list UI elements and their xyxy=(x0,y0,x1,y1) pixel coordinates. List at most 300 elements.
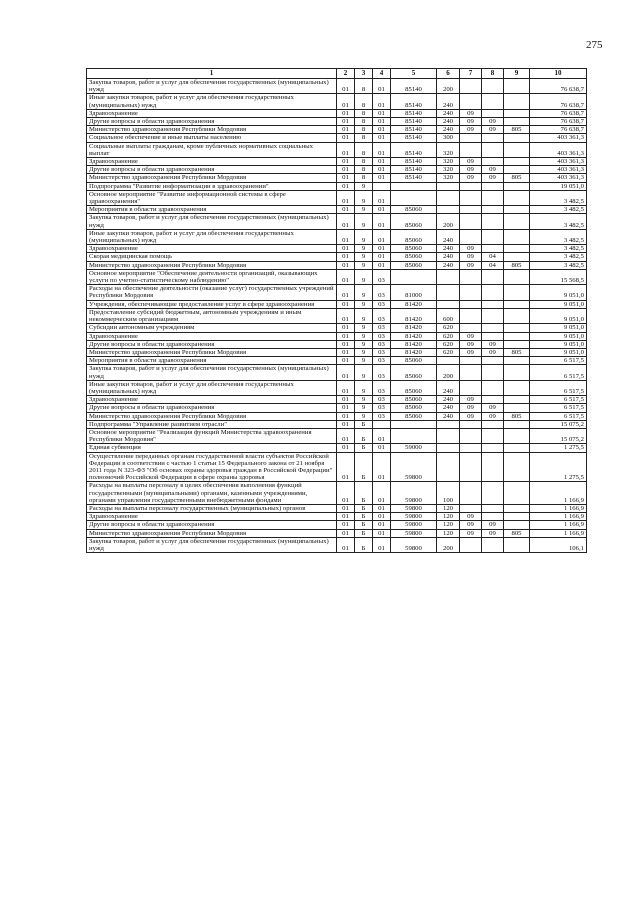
department-cell xyxy=(504,158,530,166)
table-row xyxy=(87,324,587,332)
activity-cell: 01 xyxy=(373,482,391,505)
section-cell xyxy=(460,214,482,229)
program-cell: 01 xyxy=(337,182,355,190)
department-cell xyxy=(504,521,530,529)
table-row xyxy=(87,206,587,214)
budget-table xyxy=(86,68,587,553)
amount-cell: 3 482,5 xyxy=(530,253,587,261)
amount-cell: 9 051,0 xyxy=(530,324,587,332)
table-row xyxy=(87,118,587,126)
activity-cell: 01 xyxy=(373,166,391,174)
expense-type-cell: 200 xyxy=(437,365,460,380)
table-row xyxy=(87,253,587,261)
expense-type-cell: 600 xyxy=(437,308,460,323)
table-row xyxy=(87,269,587,284)
activity-cell: 03 xyxy=(373,300,391,308)
program-cell: 01 xyxy=(337,504,355,512)
expense-type-cell: 300 xyxy=(437,134,460,142)
subprogram-cell: Б xyxy=(355,521,373,529)
target-cell: 85140 xyxy=(391,79,437,94)
subprogram-cell: 8 xyxy=(355,118,373,126)
table-row xyxy=(87,340,587,348)
section-cell: 09 xyxy=(460,404,482,412)
section-cell xyxy=(460,444,482,452)
amount-cell: 6 517,5 xyxy=(530,412,587,420)
activity-cell: 03 xyxy=(373,412,391,420)
section-cell xyxy=(460,420,482,428)
activity-cell: 01 xyxy=(373,261,391,269)
target-cell: 81420 xyxy=(391,308,437,323)
expense-type-cell: 240 xyxy=(437,94,460,109)
description-cell: Единая субвенция xyxy=(87,444,337,452)
section-cell xyxy=(460,452,482,482)
department-cell: 805 xyxy=(504,261,530,269)
expense-type-cell: 120 xyxy=(437,513,460,521)
target-cell: 85140 xyxy=(391,166,437,174)
header-row xyxy=(87,69,587,79)
subsection-cell xyxy=(482,365,504,380)
department-cell xyxy=(504,182,530,190)
target-cell: 85060 xyxy=(391,412,437,420)
expense-type-cell: 240 xyxy=(437,126,460,134)
activity-cell: 03 xyxy=(373,269,391,284)
section-cell xyxy=(460,206,482,214)
activity-cell: 03 xyxy=(373,332,391,340)
section-cell xyxy=(460,428,482,443)
description-cell: Другие вопросы в области здравоохранения xyxy=(87,404,337,412)
amount-cell: 9 051,0 xyxy=(530,340,587,348)
amount-cell: 1 166,9 xyxy=(530,529,587,537)
subprogram-cell: 9 xyxy=(355,245,373,253)
target-cell: 85060 xyxy=(391,206,437,214)
activity-cell: 01 xyxy=(373,214,391,229)
subsection-cell xyxy=(482,420,504,428)
description-cell: Мероприятия в области здравоохранения xyxy=(87,206,337,214)
section-cell xyxy=(460,269,482,284)
subsection-cell: 09 xyxy=(482,174,504,182)
activity-cell: 01 xyxy=(373,126,391,134)
subsection-cell xyxy=(482,182,504,190)
department-cell xyxy=(504,340,530,348)
expense-type-cell xyxy=(437,206,460,214)
expense-type-cell: 200 xyxy=(437,537,460,552)
activity-cell: 03 xyxy=(373,365,391,380)
table-row xyxy=(87,166,587,174)
subprogram-cell: 9 xyxy=(355,404,373,412)
subprogram-cell: 9 xyxy=(355,229,373,244)
subsection-cell: 04 xyxy=(482,261,504,269)
table-row xyxy=(87,420,587,428)
subsection-cell: 09 xyxy=(482,118,504,126)
col-header: 3 xyxy=(355,69,373,79)
expense-type-cell: 320 xyxy=(437,174,460,182)
section-cell xyxy=(460,504,482,512)
table-row xyxy=(87,504,587,512)
description-cell: Министерство здравоохранения Республики Мордовия xyxy=(87,412,337,420)
department-cell xyxy=(504,396,530,404)
table-row xyxy=(87,380,587,395)
amount-cell: 403 361,3 xyxy=(530,142,587,157)
target-cell: 81420 xyxy=(391,324,437,332)
amount-cell: 6 517,5 xyxy=(530,365,587,380)
amount-cell: 1 166,9 xyxy=(530,521,587,529)
amount-cell: 403 361,3 xyxy=(530,174,587,182)
department-cell: 805 xyxy=(504,412,530,420)
subprogram-cell: Б xyxy=(355,537,373,552)
description-cell: Другие вопросы в области здравоохранения xyxy=(87,521,337,529)
amount-cell: 1 166,9 xyxy=(530,513,587,521)
table-row xyxy=(87,182,587,190)
subsection-cell: 09 xyxy=(482,340,504,348)
subprogram-cell: 9 xyxy=(355,412,373,420)
table-row xyxy=(87,94,587,109)
program-cell: 01 xyxy=(337,521,355,529)
description-cell: Подпрограмма "Управление развитием отрасли" xyxy=(87,420,337,428)
table-row xyxy=(87,261,587,269)
subprogram-cell: 8 xyxy=(355,109,373,117)
activity-cell: 01 xyxy=(373,79,391,94)
amount-cell: 3 482,5 xyxy=(530,245,587,253)
program-cell: 01 xyxy=(337,529,355,537)
expense-type-cell xyxy=(437,269,460,284)
subprogram-cell: 9 xyxy=(355,269,373,284)
subsection-cell xyxy=(482,158,504,166)
table-row xyxy=(87,404,587,412)
department-cell xyxy=(504,444,530,452)
table-row xyxy=(87,529,587,537)
section-cell xyxy=(460,134,482,142)
program-cell: 01 xyxy=(337,300,355,308)
target-cell: 59800 xyxy=(391,504,437,512)
subsection-cell xyxy=(482,245,504,253)
col-header: 1 xyxy=(87,69,337,79)
section-cell: 09 xyxy=(460,118,482,126)
expense-type-cell: 100 xyxy=(437,482,460,505)
section-cell: 09 xyxy=(460,521,482,529)
program-cell: 01 xyxy=(337,482,355,505)
table-row xyxy=(87,332,587,340)
program-cell: 01 xyxy=(337,428,355,443)
amount-cell: 9 051,0 xyxy=(530,348,587,356)
description-cell: Подпрограмма "Развитие информатизации в здравоохранении" xyxy=(87,182,337,190)
expense-type-cell: 620 xyxy=(437,332,460,340)
target-cell: 85060 xyxy=(391,396,437,404)
expense-type-cell xyxy=(437,452,460,482)
department-cell: 805 xyxy=(504,126,530,134)
activity-cell: 01 xyxy=(373,521,391,529)
activity-cell: 01 xyxy=(373,537,391,552)
subsection-cell xyxy=(482,214,504,229)
department-cell: 805 xyxy=(504,529,530,537)
target-cell: 81420 xyxy=(391,332,437,340)
department-cell xyxy=(504,357,530,365)
activity-cell: 01 xyxy=(373,229,391,244)
col-header: 4 xyxy=(373,69,391,79)
department-cell: 805 xyxy=(504,348,530,356)
section-cell xyxy=(460,190,482,205)
expense-type-cell: 240 xyxy=(437,229,460,244)
section-cell xyxy=(460,182,482,190)
description-cell: Социальные выплаты гражданам, кроме публичных нормативных социальных выплат xyxy=(87,142,337,157)
amount-cell: 76 638,7 xyxy=(530,126,587,134)
target-cell xyxy=(391,182,437,190)
department-cell xyxy=(504,420,530,428)
table-row xyxy=(87,300,587,308)
activity-cell: 03 xyxy=(373,285,391,300)
subsection-cell: 09 xyxy=(482,404,504,412)
target-cell: 85140 xyxy=(391,158,437,166)
subsection-cell xyxy=(482,109,504,117)
expense-type-cell xyxy=(437,190,460,205)
subprogram-cell: Б xyxy=(355,452,373,482)
program-cell: 01 xyxy=(337,537,355,552)
table-row xyxy=(87,513,587,521)
target-cell: 85140 xyxy=(391,94,437,109)
section-cell: 09 xyxy=(460,513,482,521)
subprogram-cell: 9 xyxy=(355,332,373,340)
subsection-cell xyxy=(482,206,504,214)
activity-cell: 01 xyxy=(373,142,391,157)
target-cell: 59800 xyxy=(391,452,437,482)
target-cell: 85140 xyxy=(391,126,437,134)
table-row xyxy=(87,428,587,443)
department-cell xyxy=(504,214,530,229)
section-cell: 09 xyxy=(460,348,482,356)
description-cell: Учреждения, обеспечивающие предоставление услуг в сфере здравоохранения xyxy=(87,300,337,308)
target-cell: 85140 xyxy=(391,118,437,126)
program-cell: 01 xyxy=(337,245,355,253)
subsection-cell: 09 xyxy=(482,126,504,134)
subsection-cell xyxy=(482,229,504,244)
description-cell: Закупка товаров, работ и услуг для обеспечения государственных (муниципальных) нужд xyxy=(87,537,337,552)
program-cell: 01 xyxy=(337,396,355,404)
subprogram-cell: Б xyxy=(355,529,373,537)
department-cell xyxy=(504,482,530,505)
department-cell xyxy=(504,504,530,512)
subprogram-cell: 9 xyxy=(355,285,373,300)
table-row xyxy=(87,482,587,505)
subsection-cell: 04 xyxy=(482,253,504,261)
program-cell: 01 xyxy=(337,324,355,332)
section-cell xyxy=(460,94,482,109)
subsection-cell xyxy=(482,142,504,157)
department-cell xyxy=(504,253,530,261)
expense-type-cell: 320 xyxy=(437,158,460,166)
table-row xyxy=(87,357,587,365)
description-cell: Здравоохранение xyxy=(87,332,337,340)
amount-cell: 15 568,5 xyxy=(530,269,587,284)
description-cell: Основное мероприятие "Развитие информационной системы в сфере здравоохранения" xyxy=(87,190,337,205)
description-cell: Социальное обеспечение и иные выплаты населению xyxy=(87,134,337,142)
table-row xyxy=(87,537,587,552)
target-cell: 59800 xyxy=(391,537,437,552)
table-row xyxy=(87,444,587,452)
activity-cell: 03 xyxy=(373,340,391,348)
subsection-cell: 09 xyxy=(482,348,504,356)
department-cell xyxy=(504,79,530,94)
subprogram-cell: 8 xyxy=(355,142,373,157)
subsection-cell xyxy=(482,79,504,94)
section-cell: 09 xyxy=(460,253,482,261)
amount-cell: 9 051,0 xyxy=(530,332,587,340)
activity-cell: 01 xyxy=(373,206,391,214)
expense-type-cell xyxy=(437,182,460,190)
subprogram-cell: 9 xyxy=(355,308,373,323)
amount-cell: 106,1 xyxy=(530,537,587,552)
section-cell xyxy=(460,308,482,323)
target-cell: 85060 xyxy=(391,365,437,380)
table-row xyxy=(87,348,587,356)
section-cell: 09 xyxy=(460,529,482,537)
description-cell: Закупка товаров, работ и услуг для обеспечения государственных (муниципальных) нужд xyxy=(87,214,337,229)
amount-cell: 403 361,3 xyxy=(530,166,587,174)
description-cell: Мероприятия в области здравоохранения xyxy=(87,357,337,365)
description-cell: Другие вопросы в области здравоохранения xyxy=(87,340,337,348)
subsection-cell: 09 xyxy=(482,529,504,537)
subsection-cell xyxy=(482,513,504,521)
page-number: 275 xyxy=(586,39,603,51)
col-header: 5 xyxy=(391,69,437,79)
activity-cell: 01 xyxy=(373,444,391,452)
subprogram-cell: Б xyxy=(355,513,373,521)
description-cell: Расходы на выплаты персоналу государственных (муниципальных) органов xyxy=(87,504,337,512)
subsection-cell: 09 xyxy=(482,521,504,529)
section-cell: 09 xyxy=(460,126,482,134)
subsection-cell xyxy=(482,269,504,284)
program-cell: 01 xyxy=(337,269,355,284)
target-cell xyxy=(391,269,437,284)
department-cell xyxy=(504,324,530,332)
table-row xyxy=(87,229,587,244)
expense-type-cell xyxy=(437,420,460,428)
target-cell: 59800 xyxy=(391,482,437,505)
program-cell: 01 xyxy=(337,94,355,109)
table-row xyxy=(87,142,587,157)
subprogram-cell: Б xyxy=(355,428,373,443)
section-cell xyxy=(460,229,482,244)
subprogram-cell: 9 xyxy=(355,253,373,261)
col-header: 7 xyxy=(460,69,482,79)
subprogram-cell: 9 xyxy=(355,380,373,395)
activity-cell: 01 xyxy=(373,94,391,109)
subprogram-cell: 9 xyxy=(355,300,373,308)
subsection-cell xyxy=(482,537,504,552)
activity-cell: 03 xyxy=(373,348,391,356)
department-cell xyxy=(504,513,530,521)
department-cell xyxy=(504,118,530,126)
activity-cell: 01 xyxy=(373,118,391,126)
target-cell: 85140 xyxy=(391,134,437,142)
subprogram-cell: 8 xyxy=(355,126,373,134)
expense-type-cell: 120 xyxy=(437,504,460,512)
subprogram-cell: 8 xyxy=(355,79,373,94)
target-cell: 85060 xyxy=(391,229,437,244)
expense-type-cell xyxy=(437,357,460,365)
description-cell: Министерство здравоохранения Республики Мордовия xyxy=(87,348,337,356)
activity-cell: 01 xyxy=(373,504,391,512)
table-row xyxy=(87,109,587,117)
description-cell: Расходы на выплаты персоналу в целях обеспечения выполнения функций государственными (муниципальными) органами, казенными учреждениями, органами управления государственными внебюджетными фондами xyxy=(87,482,337,505)
department-cell xyxy=(504,285,530,300)
subprogram-cell: 9 xyxy=(355,206,373,214)
subprogram-cell: Б xyxy=(355,504,373,512)
subsection-cell xyxy=(482,504,504,512)
description-cell: Здравоохранение xyxy=(87,158,337,166)
subprogram-cell: 9 xyxy=(355,365,373,380)
expense-type-cell: 240 xyxy=(437,118,460,126)
activity-cell xyxy=(373,420,391,428)
subprogram-cell: 8 xyxy=(355,174,373,182)
activity-cell: 01 xyxy=(373,134,391,142)
subprogram-cell: 9 xyxy=(355,324,373,332)
expense-type-cell: 120 xyxy=(437,529,460,537)
activity-cell: 01 xyxy=(373,452,391,482)
subsection-cell xyxy=(482,300,504,308)
department-cell xyxy=(504,404,530,412)
expense-type-cell: 320 xyxy=(437,142,460,157)
expense-type-cell: 200 xyxy=(437,214,460,229)
subprogram-cell: 9 xyxy=(355,340,373,348)
expense-type-cell xyxy=(437,300,460,308)
subprogram-cell: 9 xyxy=(355,190,373,205)
activity-cell: 01 xyxy=(373,245,391,253)
target-cell: 81420 xyxy=(391,300,437,308)
table-row xyxy=(87,174,587,182)
amount-cell: 3 482,5 xyxy=(530,261,587,269)
target-cell: 85060 xyxy=(391,261,437,269)
activity-cell: 01 xyxy=(373,253,391,261)
department-cell xyxy=(504,300,530,308)
subsection-cell xyxy=(482,482,504,505)
subsection-cell xyxy=(482,285,504,300)
amount-cell: 76 638,7 xyxy=(530,94,587,109)
target-cell: 85060 xyxy=(391,357,437,365)
subprogram-cell: 9 xyxy=(355,182,373,190)
amount-cell: 3 482,5 xyxy=(530,214,587,229)
amount-cell: 6 517,5 xyxy=(530,380,587,395)
expense-type-cell: 240 xyxy=(437,396,460,404)
col-header: 10 xyxy=(530,69,587,79)
amount-cell: 403 361,3 xyxy=(530,158,587,166)
department-cell xyxy=(504,537,530,552)
subprogram-cell: 8 xyxy=(355,134,373,142)
amount-cell: 1 275,5 xyxy=(530,444,587,452)
col-header: 9 xyxy=(504,69,530,79)
program-cell: 01 xyxy=(337,126,355,134)
program-cell: 01 xyxy=(337,420,355,428)
program-cell: 01 xyxy=(337,357,355,365)
table-row xyxy=(87,412,587,420)
department-cell xyxy=(504,332,530,340)
target-cell: 85140 xyxy=(391,142,437,157)
amount-cell: 9 051,0 xyxy=(530,308,587,323)
department-cell xyxy=(504,428,530,443)
description-cell: Другие вопросы в области здравоохранения xyxy=(87,166,337,174)
description-cell: Здравоохранение xyxy=(87,396,337,404)
subsection-cell xyxy=(482,332,504,340)
section-cell: 09 xyxy=(460,332,482,340)
description-cell: Иные закупки товаров, работ и услуг для обеспечения государственных (муниципальных) нужд xyxy=(87,229,337,244)
subprogram-cell: 9 xyxy=(355,357,373,365)
program-cell: 01 xyxy=(337,229,355,244)
activity-cell: 01 xyxy=(373,158,391,166)
program-cell: 01 xyxy=(337,348,355,356)
program-cell: 01 xyxy=(337,166,355,174)
subsection-cell xyxy=(482,308,504,323)
subprogram-cell: 8 xyxy=(355,166,373,174)
activity-cell: 01 xyxy=(373,529,391,537)
target-cell: 85060 xyxy=(391,214,437,229)
